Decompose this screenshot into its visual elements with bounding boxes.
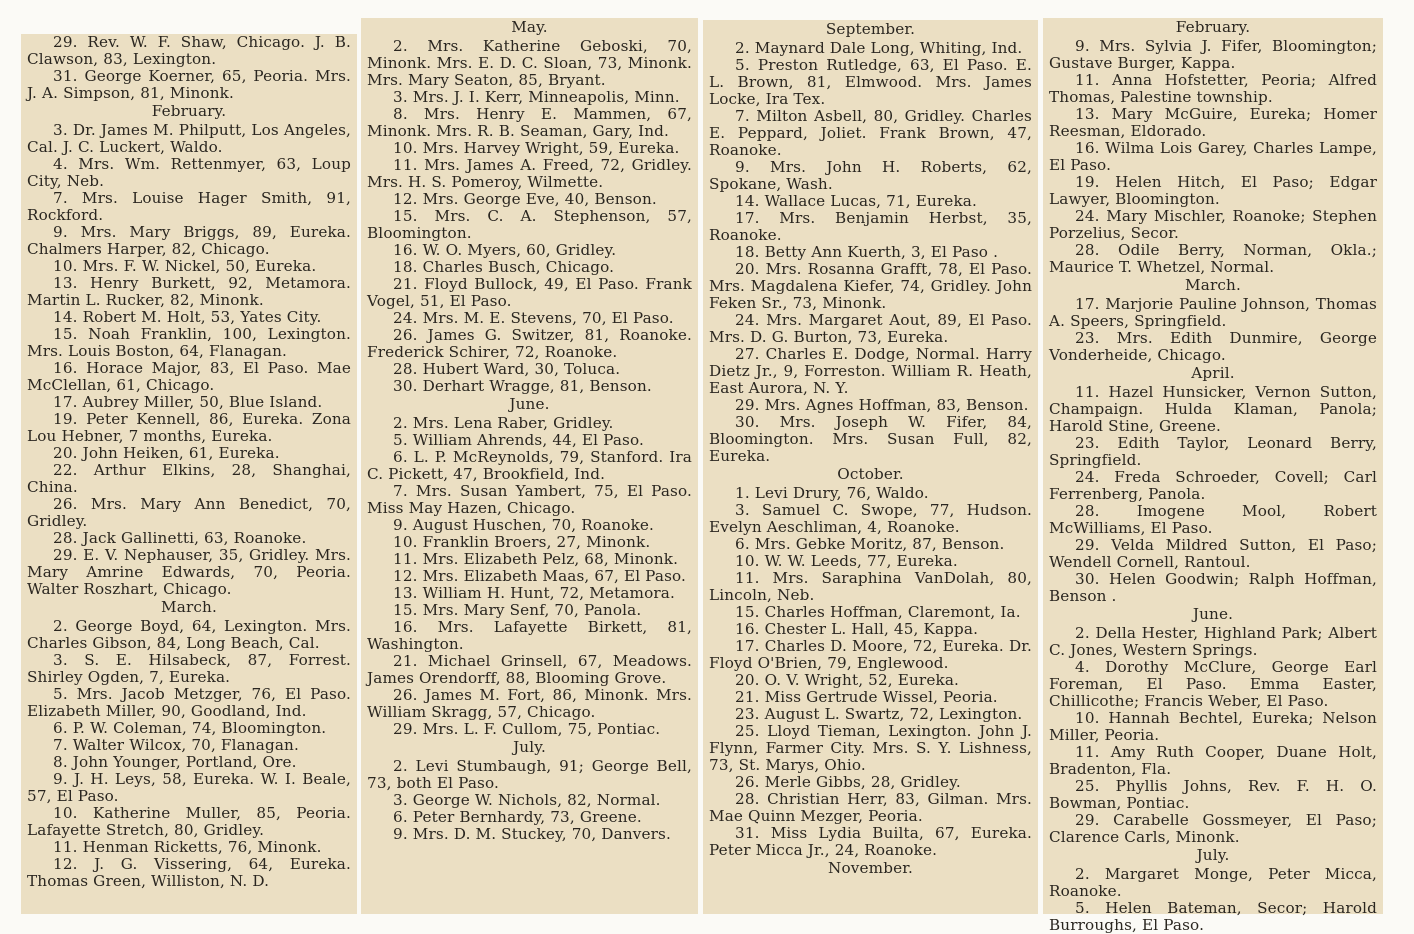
obituary-entry: 15. Mrs. C. A. Stephenson, 57, Bloomington. bbox=[367, 207, 692, 242]
obituary-entry: 29. Mrs. Agnes Hoffman, 83, Benson. bbox=[735, 396, 1029, 414]
month-heading: March. bbox=[161, 598, 217, 616]
obituary-entry: 6. Mrs. Gebke Moritz, 87, Benson. bbox=[735, 535, 1005, 553]
obituary-entry: 17. Marjorie Pauline Johnson, Thomas A. Speers, Springfield. bbox=[1049, 295, 1377, 330]
obituary-entry: 29. Velda Mildred Sutton, El Paso; Wendell Cornell, Rantoul. bbox=[1049, 536, 1377, 571]
obituary-entry: 27. Charles E. Dodge, Normal. Harry Dietz Jr., 9, Forreston. William R. Heath, East Aurora, N. Y. bbox=[709, 345, 1032, 397]
obituary-entry: 14. Wallace Lucas, 71, Eureka. bbox=[735, 192, 977, 210]
obituary-entry: 3. S. E. Hilsabeck, 87, Forrest. Shirley Ogden, 7, Eureka. bbox=[27, 651, 351, 686]
obituary-entry: 21. Floyd Bullock, 49, El Paso. Frank Vogel, 51, El Paso. bbox=[367, 275, 692, 310]
obituary-entry: 15. Mrs. Mary Senf, 70, Panola. bbox=[393, 601, 642, 619]
month-heading: July. bbox=[513, 738, 546, 756]
obituary-entry: 18. Charles Busch, Chicago. bbox=[393, 258, 615, 276]
month-heading: May. bbox=[511, 18, 548, 36]
obituary-entry: 29. Rev. W. F. Shaw, Chicago. J. B. Clawson, 83, Lexington. bbox=[27, 33, 351, 68]
obituary-entry: 24. Mrs. M. E. Stevens, 70, El Paso. bbox=[393, 309, 674, 327]
obituary-entry: 31. George Koerner, 65, Peoria. Mrs. J. A. Simpson, 81, Minonk. bbox=[27, 67, 351, 102]
obituary-entry: 21. Michael Grinsell, 67, Meadows. James Orendorff, 88, Blooming Grove. bbox=[367, 652, 692, 687]
obituary-entry: 17. Aubrey Miller, 50, Blue Island. bbox=[53, 393, 323, 411]
obituary-entry: 2. Margaret Monge, Peter Micca, Roanoke. bbox=[1049, 865, 1377, 900]
obituary-entry: 28. Jack Gallinetti, 63, Roanoke. bbox=[53, 529, 307, 547]
obituary-entry: 5. Preston Rutledge, 63, El Paso. E. L. Brown, 81, Elmwood. Mrs. James Locke, Ira Tex. bbox=[709, 56, 1032, 108]
obituary-entry: 13. Mary McGuire, Eureka; Homer Reesman, Eldorado. bbox=[1049, 105, 1377, 140]
obituary-entry: 2. Levi Stumbaugh, 91; George Bell, 73, both El Paso. bbox=[367, 757, 692, 792]
obituary-entry: 16. W. O. Myers, 60, Gridley. bbox=[393, 241, 617, 259]
obituary-entry: 5. Mrs. Jacob Metzger, 76, El Paso. Elizabeth Miller, 90, Goodland, Ind. bbox=[27, 685, 351, 720]
obituary-entry: 14. Robert M. Holt, 53, Yates City. bbox=[53, 308, 322, 326]
obituary-entry: 12. J. G. Vissering, 64, Eureka. Thomas Green, Williston, N. D. bbox=[27, 855, 351, 890]
obituary-entry: 12. Mrs. Elizabeth Maas, 67, El Paso. bbox=[393, 567, 687, 585]
obituary-entry: 26. James M. Fort, 86, Minonk. Mrs. William Skragg, 57, Chicago. bbox=[367, 686, 692, 721]
obituary-entry: 19. Peter Kennell, 86, Eureka. Zona Lou Hebner, 7 months, Eureka. bbox=[27, 410, 351, 445]
obituary-entry: 20. O. V. Wright, 52, Eureka. bbox=[735, 671, 960, 689]
obituary-entry: 26. Merle Gibbs, 28, Gridley. bbox=[735, 773, 961, 791]
obituary-entry: 28. Hubert Ward, 30, Toluca. bbox=[393, 360, 621, 378]
clipping-column-2 bbox=[361, 18, 698, 914]
obituary-entry: 7. Walter Wilcox, 70, Flanagan. bbox=[53, 736, 299, 754]
month-heading: April. bbox=[1191, 364, 1235, 382]
obituary-entry: 20. Mrs. Rosanna Grafft, 78, El Paso. Mrs. Magdalena Kiefer, 74, Gridley. John Feken Sr., 73, Minonk. bbox=[709, 260, 1032, 312]
obituary-entry: 2. Della Hester, Highland Park; Albert C. Jones, Western Springs. bbox=[1049, 624, 1377, 659]
month-heading: November. bbox=[828, 859, 913, 877]
obituary-entry: 4. Mrs. Wm. Rettenmyer, 63, Loup City, Neb. bbox=[27, 155, 351, 190]
month-heading: February. bbox=[151, 102, 227, 120]
obituary-entry: 8. Mrs. Henry E. Mammen, 67, Minonk. Mrs. R. B. Seaman, Gary, Ind. bbox=[367, 105, 692, 140]
obituary-entry: 6. L. P. McReynolds, 79, Stanford. Ira C. Pickett, 47, Brookfield, Ind. bbox=[367, 448, 692, 483]
obituary-entry: 5. William Ahrends, 44, El Paso. bbox=[393, 431, 644, 449]
obituary-entry: 10. W. W. Leeds, 77, Eureka. bbox=[735, 552, 958, 570]
obituary-entry: 10. Mrs. Harvey Wright, 59, Eureka. bbox=[393, 139, 680, 157]
obituary-entry: 13. Henry Burkett, 92, Metamora. Martin L. Rucker, 82, Minonk. bbox=[27, 274, 351, 309]
obituary-entry: 4. Dorothy McClure, George Earl Foreman, El Paso. Emma Easter, Chillicothe; Francis Weber, El Paso. bbox=[1049, 658, 1377, 710]
obituary-entry: 9. Mrs. D. M. Stuckey, 70, Danvers. bbox=[393, 825, 671, 843]
obituary-entry: 19. Helen Hitch, El Paso; Edgar Lawyer, Bloomington. bbox=[1049, 173, 1377, 208]
month-heading: June. bbox=[1192, 605, 1234, 623]
obituary-entry: 15. Charles Hoffman, Claremont, Ia. bbox=[735, 603, 1021, 621]
obituary-entry: 9. Mrs. Mary Briggs, 89, Eureka. Chalmers Harper, 82, Chicago. bbox=[27, 223, 351, 258]
obituary-entry: 29. Carabelle Gossmeyer, El Paso; Clarence Carls, Minonk. bbox=[1049, 811, 1377, 846]
month-heading: March. bbox=[1185, 276, 1241, 294]
obituary-entry: 7. Mrs. Susan Yambert, 75, El Paso. Miss May Hazen, Chicago. bbox=[367, 482, 692, 517]
obituary-entry: 28. Christian Herr, 83, Gilman. Mrs. Mae Quinn Mezger, Peoria. bbox=[709, 790, 1032, 825]
obituary-entry: 15. Noah Franklin, 100, Lexington. Mrs. Louis Boston, 64, Flanagan. bbox=[27, 325, 351, 360]
obituary-entry: 5. Helen Bateman, Secor; Harold Burroughs, El Paso. bbox=[1049, 899, 1377, 934]
obituary-entry: 25. Phyllis Johns, Rev. F. H. O. Bowman, Pontiac. bbox=[1049, 777, 1377, 812]
obituary-entry: 22. Arthur Elkins, 28, Shanghai, China. bbox=[27, 461, 351, 496]
obituary-entry: 9. Mrs. Sylvia J. Fifer, Bloomington; Gustave Burger, Kappa. bbox=[1049, 37, 1377, 72]
obituary-entry: 30. Helen Goodwin; Ralph Hoffman, Benson . bbox=[1049, 570, 1377, 605]
clipping-column-1 bbox=[21, 34, 357, 914]
clipping-column-4 bbox=[1043, 18, 1383, 934]
obituary-entry: 16. Chester L. Hall, 45, Kappa. bbox=[735, 620, 979, 638]
obituary-entry: 18. Betty Ann Kuerth, 3, El Paso . bbox=[735, 243, 999, 261]
obituary-entry: 2. Mrs. Katherine Geboski, 70, Minonk. Mrs. E. D. C. Sloan, 73, Minonk. Mrs. Mary Seaton, 85, Bryant. bbox=[367, 37, 692, 89]
obituary-entry: 23. Mrs. Edith Dunmire, George Vonderheide, Chicago. bbox=[1049, 329, 1377, 364]
obituary-entry: 26. James G. Switzer, 81, Roanoke. Frederick Schirer, 72, Roanoke. bbox=[367, 326, 692, 361]
obituary-entry: 12. Mrs. George Eve, 40, Benson. bbox=[393, 190, 657, 208]
obituary-entry: 11. Mrs. Elizabeth Pelz, 68, Minonk. bbox=[393, 550, 679, 568]
obituary-entry: 17. Mrs. Benjamin Herbst, 35, Roanoke. bbox=[709, 209, 1032, 244]
obituary-entry: 30. Mrs. Joseph W. Fifer, 84, Bloomington. Mrs. Susan Full, 82, Eureka. bbox=[709, 413, 1032, 465]
obituary-entry: 25. Lloyd Tieman, Lexington. John J. Flynn, Farmer City. Mrs. S. Y. Lishness, 73, St. Marys, Ohio. bbox=[709, 722, 1032, 774]
obituary-entry: 16. Mrs. Lafayette Birkett, 81, Washington. bbox=[367, 618, 692, 653]
obituary-entry: 7. Milton Asbell, 80, Gridley. Charles E. Peppard, Joliet. Frank Brown, 47, Roanoke. bbox=[709, 107, 1032, 159]
obituary-entry: 24. Freda Schroeder, Covell; Carl Ferrenberg, Panola. bbox=[1049, 468, 1377, 503]
obituary-entry: 9. August Huschen, 70, Roanoke. bbox=[393, 516, 655, 534]
obituary-entry: 7. Mrs. Louise Hager Smith, 91, Rockford. bbox=[27, 189, 351, 224]
month-heading: February. bbox=[1175, 18, 1251, 36]
obituary-entry: 9. Mrs. John H. Roberts, 62, Spokane, Wash. bbox=[709, 158, 1032, 193]
obituary-entry: 1. Levi Drury, 76, Waldo. bbox=[735, 484, 929, 502]
obituary-entry: 11. Anna Hofstetter, Peoria; Alfred Thomas, Palestine township. bbox=[1049, 71, 1377, 106]
obituary-entry: 10. Hannah Bechtel, Eureka; Nelson Miller, Peoria. bbox=[1049, 709, 1377, 744]
obituary-entry: 16. Horace Major, 83, El Paso. Mae McClellan, 61, Chicago. bbox=[27, 359, 351, 394]
obituary-entry: 3. Samuel C. Swope, 77, Hudson. Evelyn Aeschliman, 4, Roanoke. bbox=[709, 501, 1032, 536]
obituary-entry: 30. Derhart Wragge, 81, Benson. bbox=[393, 377, 652, 395]
obituary-entry: 20. John Heiken, 61, Eureka. bbox=[53, 444, 280, 462]
obituary-entry: 16. Wilma Lois Garey, Charles Lampe, El Paso. bbox=[1049, 139, 1377, 174]
obituary-entry: 2. George Boyd, 64, Lexington. Mrs. Charles Gibson, 84, Long Beach, Cal. bbox=[27, 617, 351, 652]
obituary-entry: 6. Peter Bernhardy, 73, Greene. bbox=[393, 808, 642, 826]
obituary-entry: 24. Mrs. Margaret Aout, 89, El Paso. Mrs. D. G. Burton, 73, Eureka. bbox=[709, 311, 1032, 346]
obituary-entry: 26. Mrs. Mary Ann Benedict, 70, Gridley. bbox=[27, 495, 351, 530]
month-heading: June. bbox=[509, 395, 550, 413]
obituary-entry: 29. E. V. Nephauser, 35, Gridley. Mrs. Mary Amrine Edwards, 70, Peoria. Walter Roszhart, Chicago. bbox=[27, 546, 351, 598]
obituary-entry: 3. George W. Nichols, 82, Normal. bbox=[393, 791, 661, 809]
obituary-entry: 11. Mrs. Saraphina VanDolah, 80, Lincoln, Neb. bbox=[709, 569, 1032, 604]
obituary-entry: 31. Miss Lydia Builta, 67, Eureka. Peter Micca Jr., 24, Roanoke. bbox=[709, 824, 1032, 859]
month-heading: September. bbox=[825, 20, 916, 38]
month-heading: October. bbox=[837, 465, 904, 483]
obituary-entry: 3. Dr. James M. Philputt, Los Angeles, Cal. J. C. Luckert, Waldo. bbox=[27, 121, 351, 156]
obituary-entry: 9. J. H. Leys, 58, Eureka. W. I. Beale, 57, El Paso. bbox=[27, 770, 351, 805]
obituary-entry: 29. Mrs. L. F. Cullom, 75, Pontiac. bbox=[393, 720, 661, 738]
obituary-entry: 28. Odile Berry, Norman, Okla.; Maurice T. Whetzel, Normal. bbox=[1049, 241, 1377, 276]
obituary-entry: 11. Mrs. James A. Freed, 72, Gridley. Mrs. H. S. Pomeroy, Wilmette. bbox=[367, 156, 692, 191]
obituary-entry: 2. Mrs. Lena Raber, Gridley. bbox=[393, 414, 614, 432]
obituary-entry: 17. Charles D. Moore, 72, Eureka. Dr. Floyd O'Brien, 79, Englewood. bbox=[709, 637, 1032, 672]
obituary-entry: 11. Amy Ruth Cooper, Duane Holt, Bradenton, Fla. bbox=[1049, 743, 1377, 778]
obituary-entry: 10. Franklin Broers, 27, Minonk. bbox=[393, 533, 651, 551]
obituary-entry: 3. Mrs. J. I. Kerr, Minneapolis, Minn. bbox=[393, 88, 680, 106]
obituary-entry: 11. Hazel Hunsicker, Vernon Sutton, Champaign. Hulda Klaman, Panola; Harold Stine, Greene. bbox=[1049, 383, 1377, 435]
obituary-entry: 23. August L. Swartz, 72, Lexington. bbox=[735, 705, 1023, 723]
clipping-column-3 bbox=[703, 20, 1038, 914]
obituary-entry: 10. Mrs. F. W. Nickel, 50, Eureka. bbox=[53, 257, 317, 275]
month-heading: July. bbox=[1196, 846, 1230, 864]
obituary-entry: 6. P. W. Coleman, 74, Bloomington. bbox=[53, 719, 327, 737]
obituary-entry: 10. Katherine Muller, 85, Peoria. Lafayette Stretch, 80, Gridley. bbox=[27, 804, 351, 839]
obituary-entry: 23. Edith Taylor, Leonard Berry, Springfield. bbox=[1049, 434, 1377, 469]
obituary-entry: 13. William H. Hunt, 72, Metamora. bbox=[393, 584, 675, 602]
obituary-entry: 2. Maynard Dale Long, Whiting, Ind. bbox=[735, 39, 1023, 57]
obituary-entry: 21. Miss Gertrude Wissel, Peoria. bbox=[735, 688, 998, 706]
obituary-entry: 28. Imogene Mool, Robert McWilliams, El Paso. bbox=[1049, 502, 1377, 537]
obituary-entry: 8. John Younger, Portland, Ore. bbox=[53, 753, 297, 771]
obituary-entry: 24. Mary Mischler, Roanoke; Stephen Porzelius, Secor. bbox=[1049, 207, 1377, 242]
obituary-entry: 11. Henman Ricketts, 76, Minonk. bbox=[53, 838, 322, 856]
